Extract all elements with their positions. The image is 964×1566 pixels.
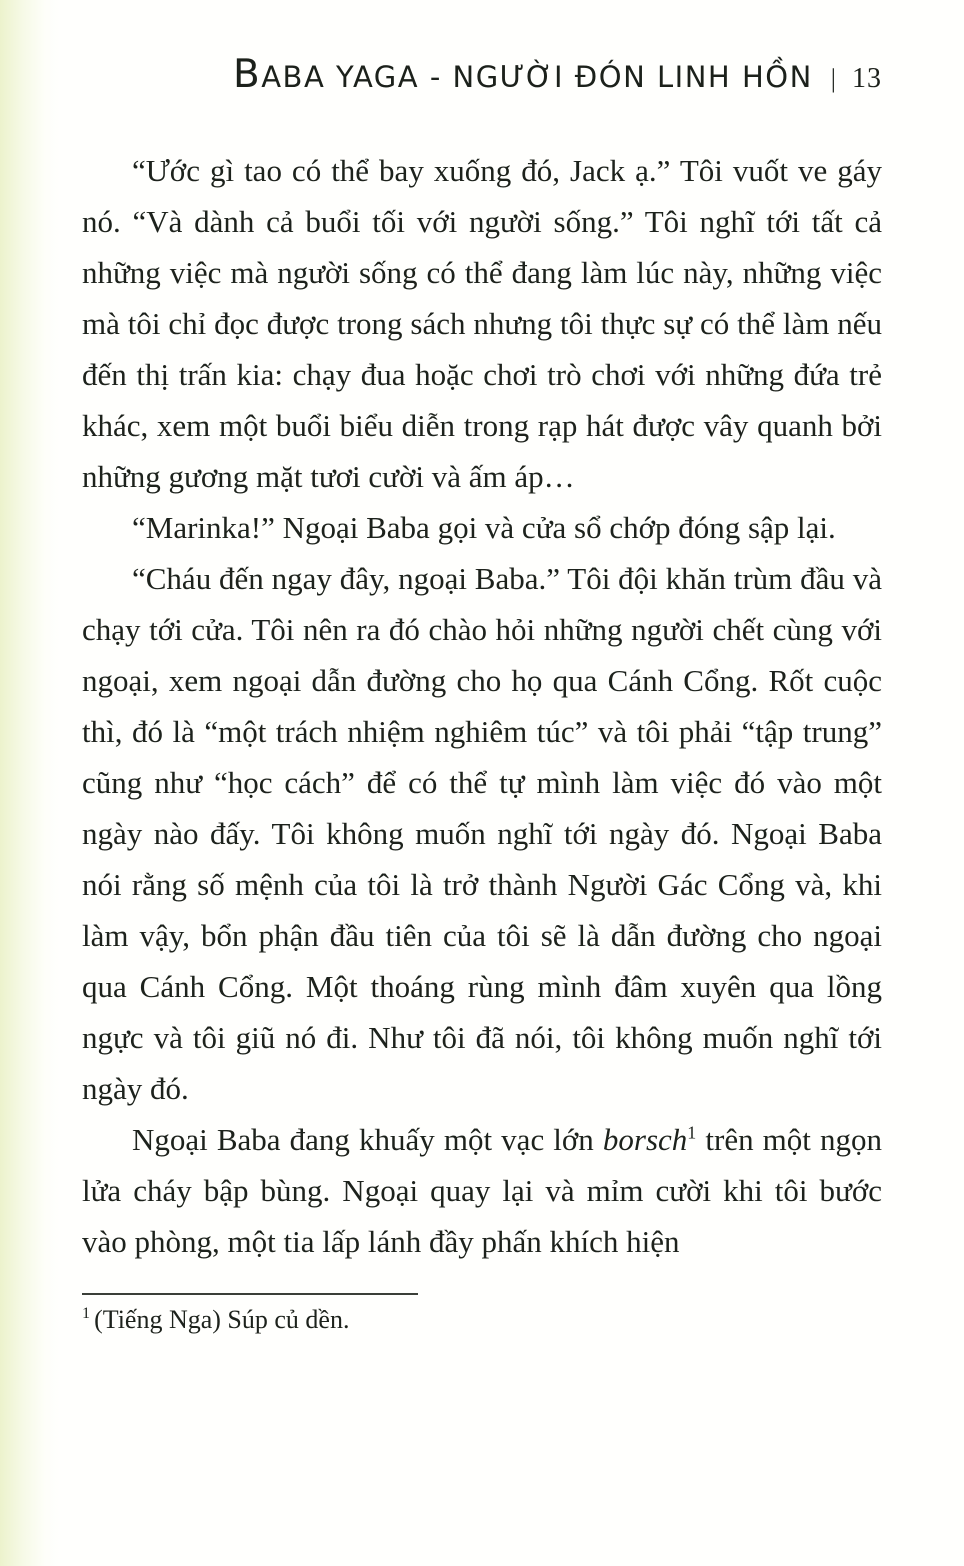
paragraph-text-before: Ngoại Baba đang khuấy một vạc lớn [132, 1122, 603, 1157]
paragraph-text-after: trên một ngọn lửa cháy bập bùng. Ngoại quay lại và mỉm cười khi tôi bước vào phòng, một tia lấp lánh đầy phấn khích hiện [82, 1122, 882, 1259]
body-paragraph: “Ước gì tao có thể bay xuống đó, Jack ạ.” Tôi vuốt ve gáy nó. “Và dành cả buổi tối với người sống.” Tôi nghĩ tới tất cả những việc mà người sống có thể đang làm lúc này, những việc mà tôi chỉ đọc được trong sách nhưng tôi thực sự có thể làm nếu đến thị trấn kia: chạy đua hoặc chơi trò chơi với những đứa trẻ khác, xem một buổi biểu diễn trong rạp hát được vây quanh bởi những gương mặt tươi cười và ấm áp… [82, 153, 882, 494]
running-header [82, 52, 882, 97]
book-title: BABA YAGA - NGƯỜI ĐÓN LINH HỒN [232, 52, 813, 97]
body-paragraph: “Marinka!” Ngoại Baba gọi và cửa sổ chớp đóng sập lại. [132, 510, 836, 545]
scanned-page-edge-tint [0, 0, 60, 1566]
foreign-word-borsch: borsch [602, 1122, 688, 1157]
footnote-marker: 1 [82, 1305, 91, 1323]
footnote-divider [82, 1293, 418, 1295]
body-paragraph: “Cháu đến ngay đây, ngoại Baba.” Tôi đội khăn trùm đầu và chạy tới cửa. Tôi nên ra đó chào hỏi những người chết cùng với ngoại, xem ngoại dẫn đường cho họ qua Cánh Cổng. Rốt cuộc thì, đó là “một trách nhiệm nghiêm túc” và tôi phải “tập trung” cũng như “học cách” để có thể tự mình làm việc đó vào một ngày nào đấy. Tôi không muốn nghĩ tới ngày đó. Ngoại Baba nói rằng số mệnh của tôi là trở thành Người Gác Cổng và, khi làm vậy, bổn phận đầu tiên của tôi sẽ là dẫn đường cho ngoại qua Cánh Cổng. Một thoáng rùng mình đâm xuyên qua lồng ngực và tôi giũ nó đi. Như tôi đã nói, tôi không muốn nghĩ tới ngày đó. [82, 561, 882, 1106]
body-paragraph [82, 1114, 882, 1267]
header-separator: | [830, 64, 836, 93]
page-content [82, 52, 882, 1337]
body-text [82, 145, 882, 1267]
footnote-reference: 1 [687, 1122, 697, 1143]
footnote [82, 1303, 882, 1337]
page-number: 13 [852, 63, 882, 94]
footnote-block [82, 1293, 882, 1337]
footnote-text: (Tiếng Nga) Súp củ dền. [94, 1305, 350, 1334]
